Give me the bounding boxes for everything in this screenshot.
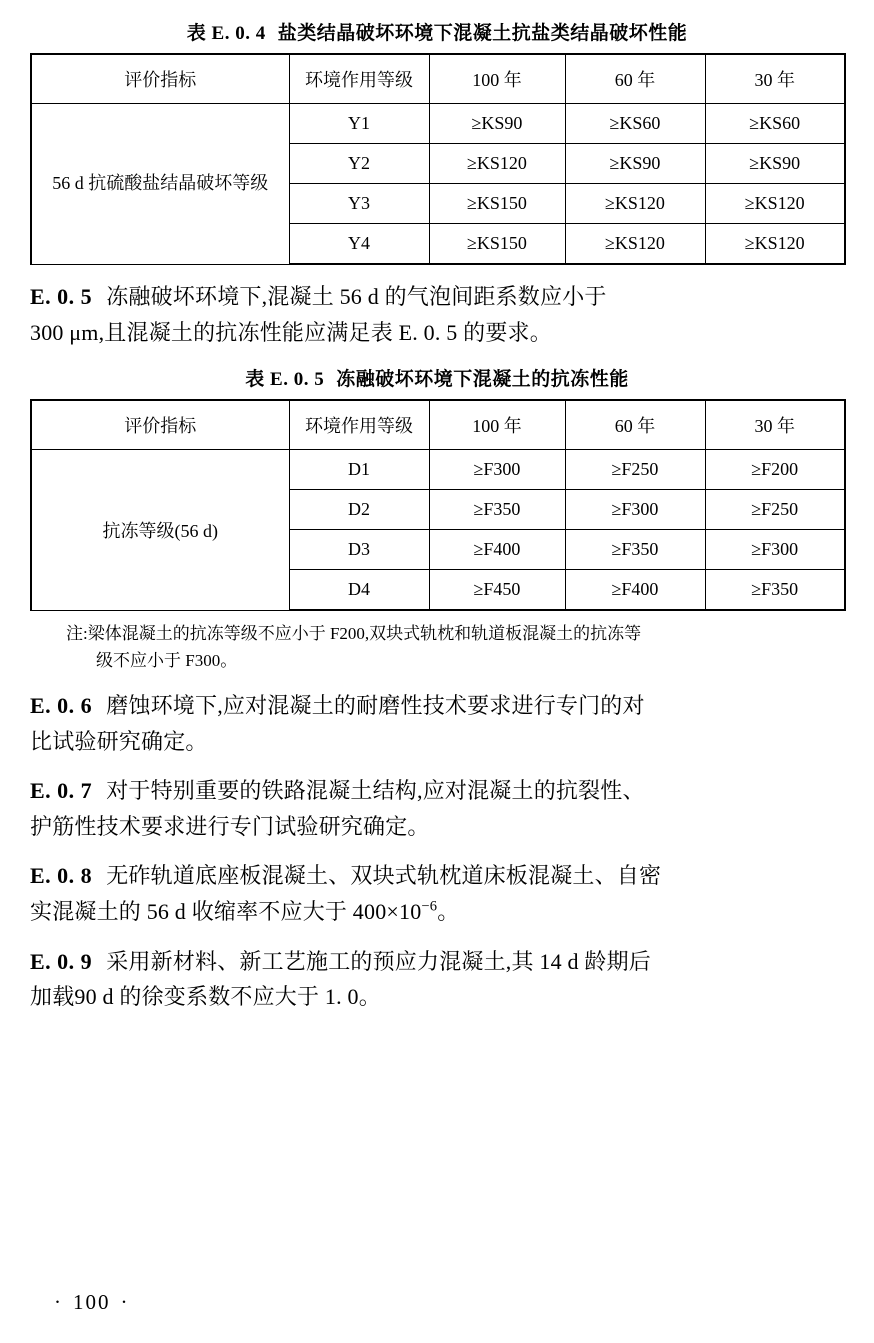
table-e04-header-cell: 环境作用等级 [289,54,429,104]
clause-e08-line2-post: 。 [437,899,460,925]
table-e04-cell-60y: ≥KS120 [565,184,705,224]
clause-e08-label: E. 0. 8 [30,863,93,889]
table-e05-cell-60y: ≥F250 [565,450,705,490]
table-e05-cell-30y: ≥F250 [705,490,845,530]
table-e05-cell-100y: ≥F300 [429,450,565,490]
table-e04-cell-60y: ≥KS120 [565,224,705,265]
clause-e05-label: E. 0. 5 [30,284,93,309]
clause-e09 [30,944,844,1015]
clause-e05-line2: 300 μm,且混凝土的抗冻性能应满足表 E. 0. 5 的要求。 [30,319,552,345]
table-e05-cell-grade: D2 [289,490,429,530]
table-e05-cell-30y: ≥F300 [705,530,845,570]
clause-e07 [30,773,844,844]
table-e04-cell-60y: ≥KS60 [565,104,705,144]
table-e05-cell-grade: D3 [289,530,429,570]
footer-dot-left: · [54,1290,63,1314]
table-e05-cell-100y: ≥F400 [429,530,565,570]
table-e05-row-label: 抗冻等级(56 d) [31,450,289,611]
table-e05-note-line1: 注:梁体混凝土的抗冻等级不应小于 F200,双块式轨枕和轨道板混凝土的抗冻等 [66,624,642,644]
table-e04-caption-title: 盐类结晶破坏环境下混凝土抗盐类结晶破坏性能 [277,23,688,44]
table-row [31,104,845,144]
table-e05-cell-30y: ≥F200 [705,450,845,490]
table-e04-cell-grade: Y3 [289,184,429,224]
clause-e06 [30,688,844,759]
clause-e07-label: E. 0. 7 [30,778,93,804]
table-row [31,450,845,490]
table-e04-header-cell: 100 年 [429,54,565,104]
table-row [31,400,845,450]
table-e04-cell-100y: ≥KS150 [429,184,565,224]
table-e05-note-line2: 级不应小于 F300。 [96,650,238,670]
clause-e06-label: E. 0. 6 [30,692,93,718]
table-e04-header-cell: 30 年 [705,54,845,104]
clause-e07-line2: 护筋性技术要求进行专门试验研究确定。 [30,813,430,839]
table-e05-header-cell: 60 年 [565,400,705,450]
table-e05-caption [30,364,844,391]
clause-e05 [30,279,844,350]
table-e04-cell-30y: ≥KS120 [705,184,845,224]
table-e04-cell-grade: Y1 [289,104,429,144]
table-e05-caption-title: 冻融破坏环境下混凝土的抗冻性能 [336,369,629,391]
table-e04-caption [30,18,844,45]
page-footer [44,1290,140,1315]
clause-e08 [30,858,844,929]
page-number: 100 [73,1290,111,1314]
table-e04-header-cell: 评价指标 [31,54,289,104]
table-e04-cell-100y: ≥KS90 [429,104,565,144]
table-e05-header-cell: 100 年 [429,400,565,450]
table-e04-caption-number: 表 E. 0. 4 [186,23,266,44]
table-e05-cell-100y: ≥F450 [429,570,565,611]
table-e05 [30,399,846,611]
table-e05-cell-100y: ≥F350 [429,490,565,530]
clause-e07-line1: 对于特别重要的铁路混凝土结构,应对混凝土的抗裂性、 [106,778,645,804]
table-row [31,54,845,104]
table-e05-header-cell: 评价指标 [31,400,289,450]
table-e04-cell-30y: ≥KS60 [705,104,845,144]
clause-e08-line2-pre: 实混凝土的 56 d 收缩率不应大于 400×10 [30,899,422,925]
table-e05-header-cell: 环境作用等级 [289,400,429,450]
clause-e08-line2 [30,894,844,930]
table-e05-cell-60y: ≥F400 [565,570,705,611]
clause-e09-line2: 加载90 d 的徐变系数不应大于 1. 0。 [30,984,381,1010]
page-content [30,18,844,1015]
table-e04-header-cell: 60 年 [565,54,705,104]
clause-e05-line1: 冻融破坏环境下,混凝土 56 d 的气泡间距系数应小于 [106,284,607,309]
table-e04-cell-30y: ≥KS90 [705,144,845,184]
clause-e06-line2: 比试验研究确定。 [30,728,208,754]
table-e05-cell-60y: ≥F350 [565,530,705,570]
table-e04-cell-30y: ≥KS120 [705,224,845,265]
table-e04 [30,53,846,265]
clause-e09-line1: 采用新材料、新工艺施工的预应力混凝土,其 14 d 龄期后 [106,948,651,974]
table-e04-cell-100y: ≥KS150 [429,224,565,265]
table-e04-cell-grade: Y2 [289,144,429,184]
table-e04-cell-100y: ≥KS120 [429,144,565,184]
table-e04-cell-grade: Y4 [289,224,429,265]
table-e04-row-label: 56 d 抗硫酸盐结晶破坏等级 [31,104,289,265]
clause-e09-label: E. 0. 9 [30,948,93,974]
footer-dot-right: · [120,1290,130,1314]
table-e05-cell-grade: D4 [289,570,429,611]
clause-e06-line1: 磨蚀环境下,应对混凝土的耐磨性技术要求进行专门的对 [106,692,645,718]
clause-e08-line1: 无砟轨道底座板混凝土、双块式轨枕道床板混凝土、自密 [106,863,662,889]
table-e05-note [30,621,844,674]
clause-e08-exponent: −6 [421,898,438,915]
table-e04-cell-60y: ≥KS90 [565,144,705,184]
table-e05-cell-60y: ≥F300 [565,490,705,530]
table-e05-header-cell: 30 年 [705,400,845,450]
table-e05-cell-grade: D1 [289,450,429,490]
table-e05-cell-30y: ≥F350 [705,570,845,611]
table-e05-caption-number: 表 E. 0. 5 [245,369,325,391]
